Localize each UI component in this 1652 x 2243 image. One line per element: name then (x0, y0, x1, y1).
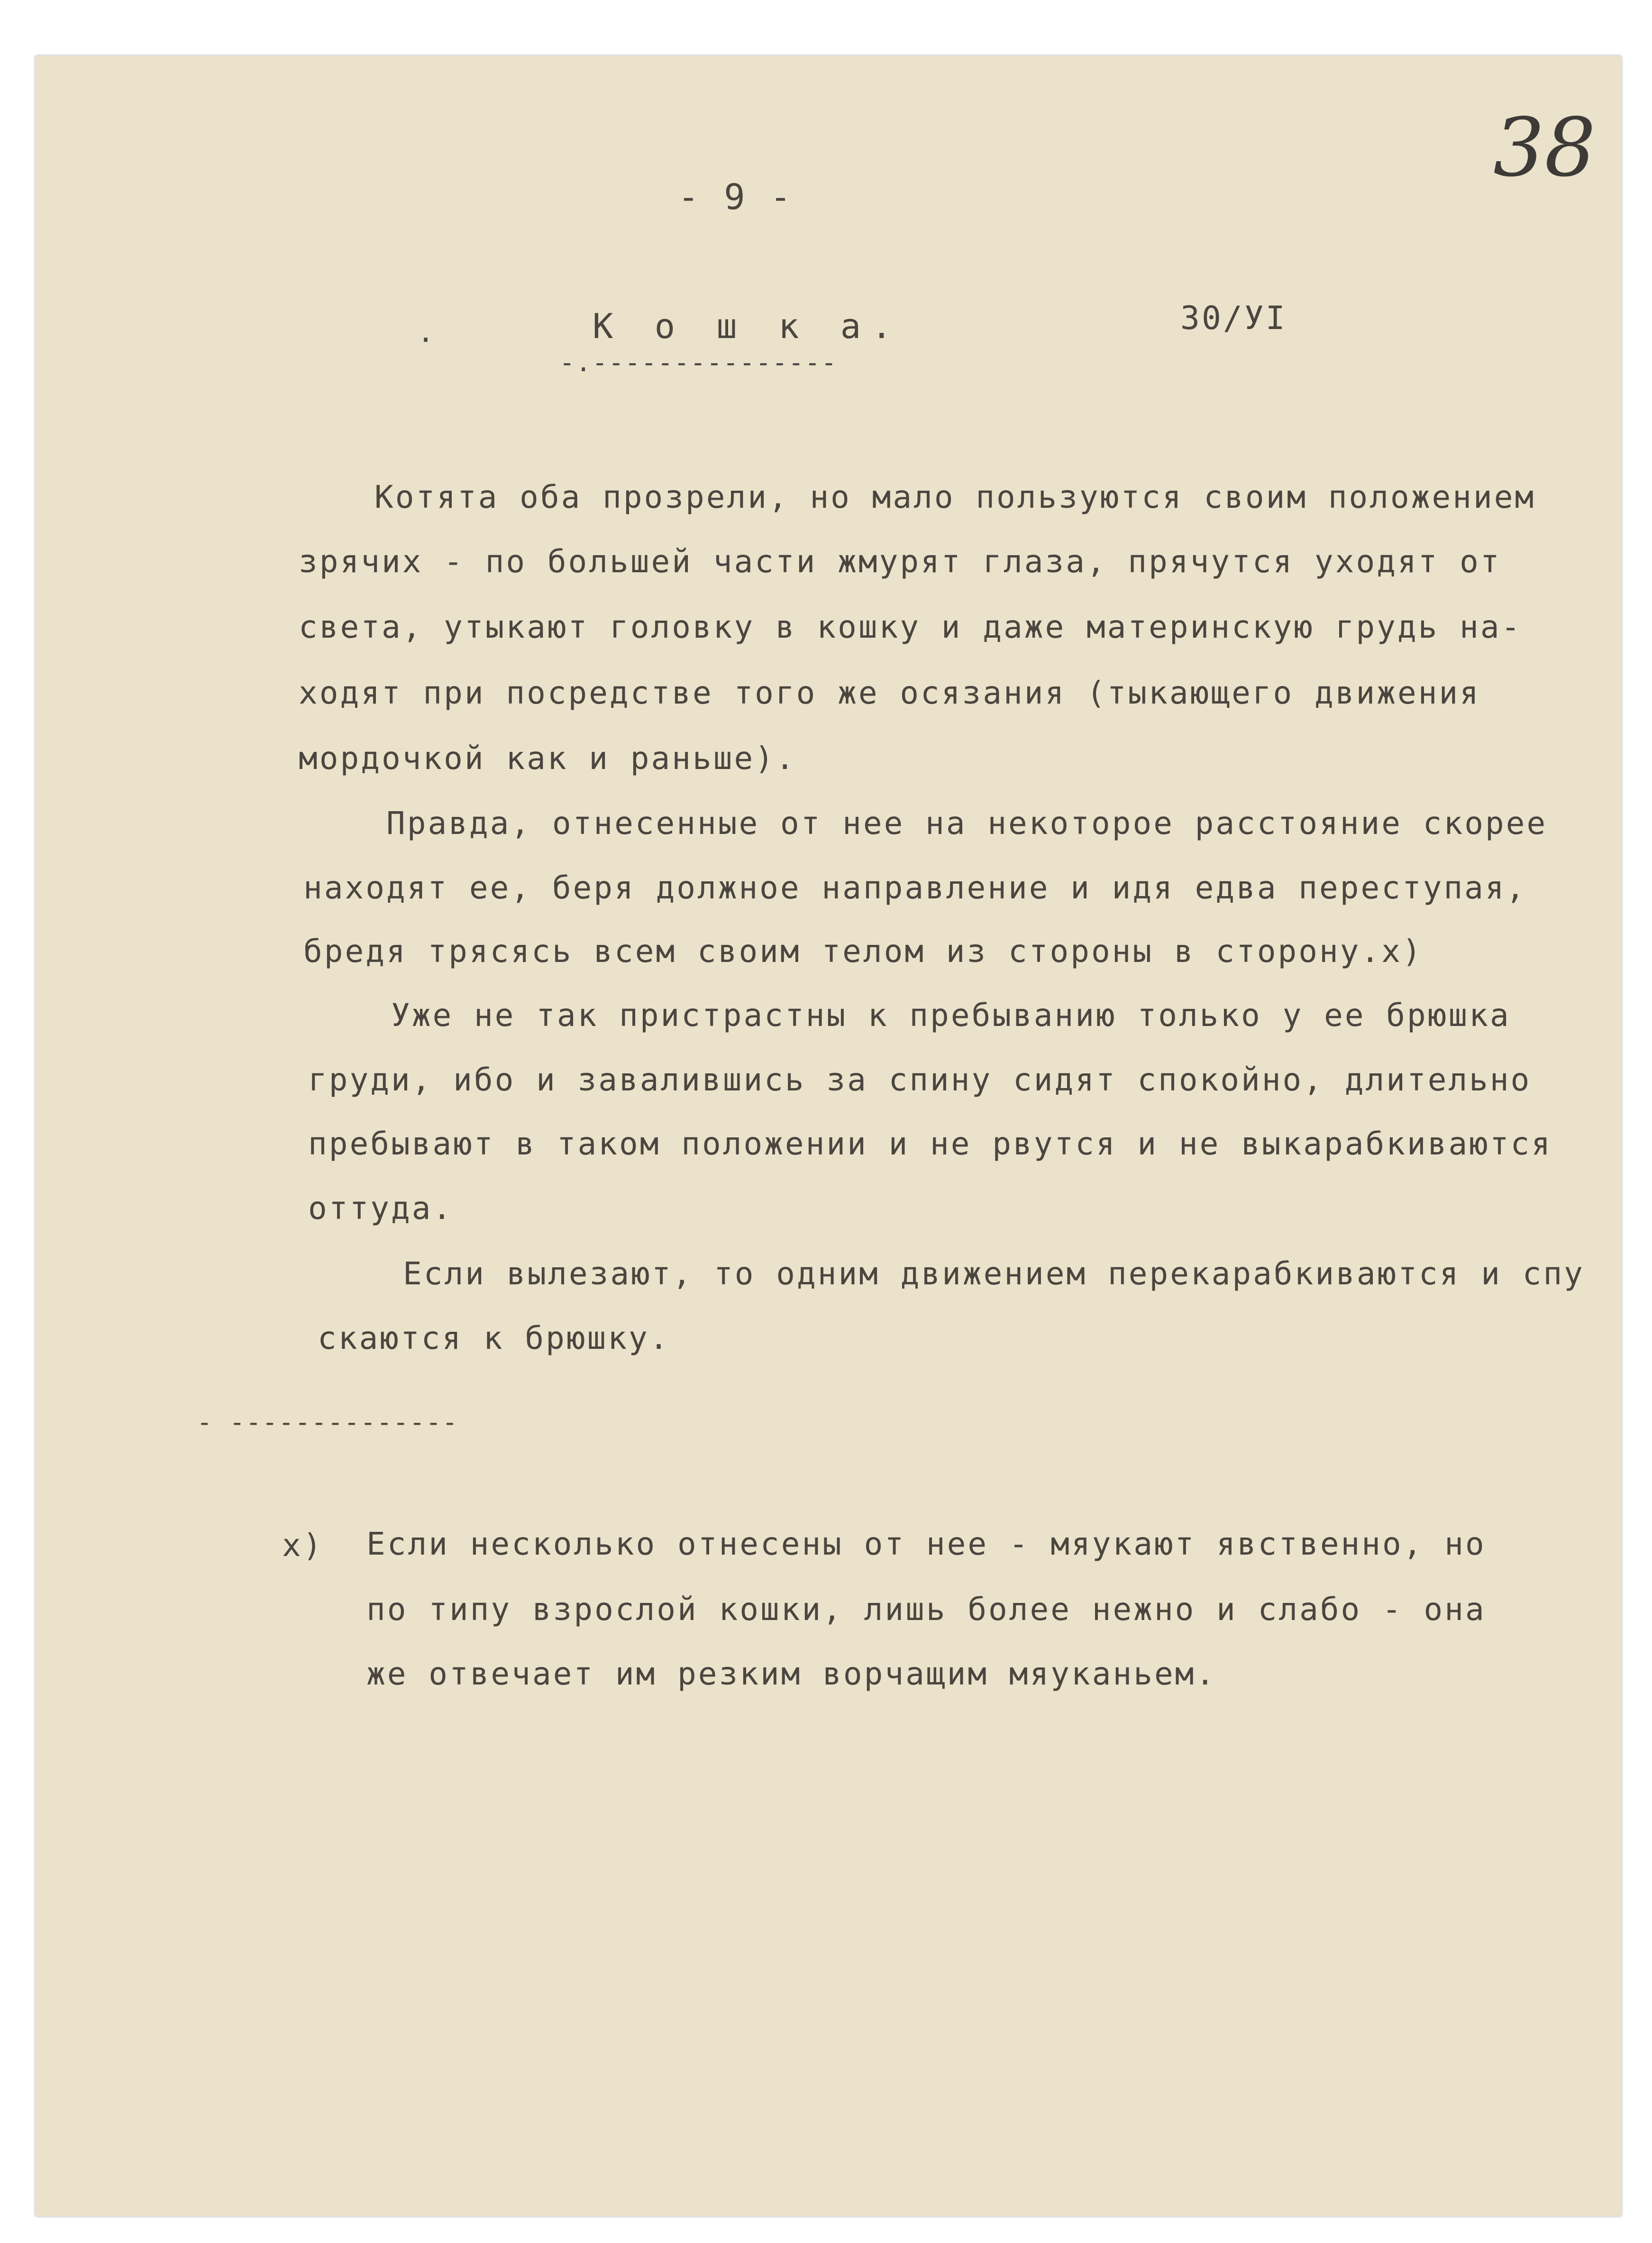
text-line: бредя трясясь всем своим телом из стороны в сторону.x) (303, 933, 1423, 970)
footnote-separator: - -------------- (197, 1407, 459, 1437)
text-line: Котята оба прозрели, но мало пользуются своим положением (374, 479, 1536, 515)
document-date: 30/УI (1180, 300, 1287, 337)
text-line: ходят при посредстве того же осязания (тыкающего движения (299, 675, 1480, 711)
document-title: К о ш к а. (593, 306, 903, 346)
page-number: - 9 - (678, 177, 793, 218)
text-line: оттуда. (308, 1190, 454, 1227)
text-line: груди, ибо и завалившись за спину сидят спокойно, длительно (308, 1062, 1532, 1098)
text-line: света, утыкают головку в кошку и даже материнскую грудь на- (299, 609, 1522, 645)
archive-sheet-number: 38 (1493, 101, 1596, 195)
footnote-marker: x) (282, 1527, 324, 1564)
footnote-line: же отвечает им резким ворчащим мяуканьем. (366, 1656, 1217, 1692)
text-line: Уже не так пристрастны к пребыванию только у ее брюшка (391, 997, 1511, 1034)
text-line: мордочкой как и раньше). (299, 740, 796, 777)
text-line: Правда, отнесенные от нее на некоторое расстояние скорее (386, 805, 1548, 842)
footnote-line: Если несколько отнесены от нее - мяукают явственно, но (366, 1526, 1486, 1562)
footnote-line: по типу взрослой кошки, лишь более нежно и слабо - она (366, 1591, 1486, 1628)
typewritten-page (36, 56, 1621, 2216)
text-line: Если вылезают, то одним движением перекарабкиваются и спу (403, 1255, 1585, 1292)
text-line: находят ее, беря должное направление и идя едва переступая, (303, 870, 1527, 906)
text-line: скаются к брюшку. (318, 1320, 670, 1356)
stray-dot: . (417, 316, 437, 349)
title-underline: -.--------------- (559, 348, 838, 377)
text-line: зрячих - по большей части жмурят глаза, прячутся уходят от (299, 543, 1501, 580)
text-line: пребывают в таком положении и не рвутся и не выкарабкиваются (308, 1126, 1552, 1162)
